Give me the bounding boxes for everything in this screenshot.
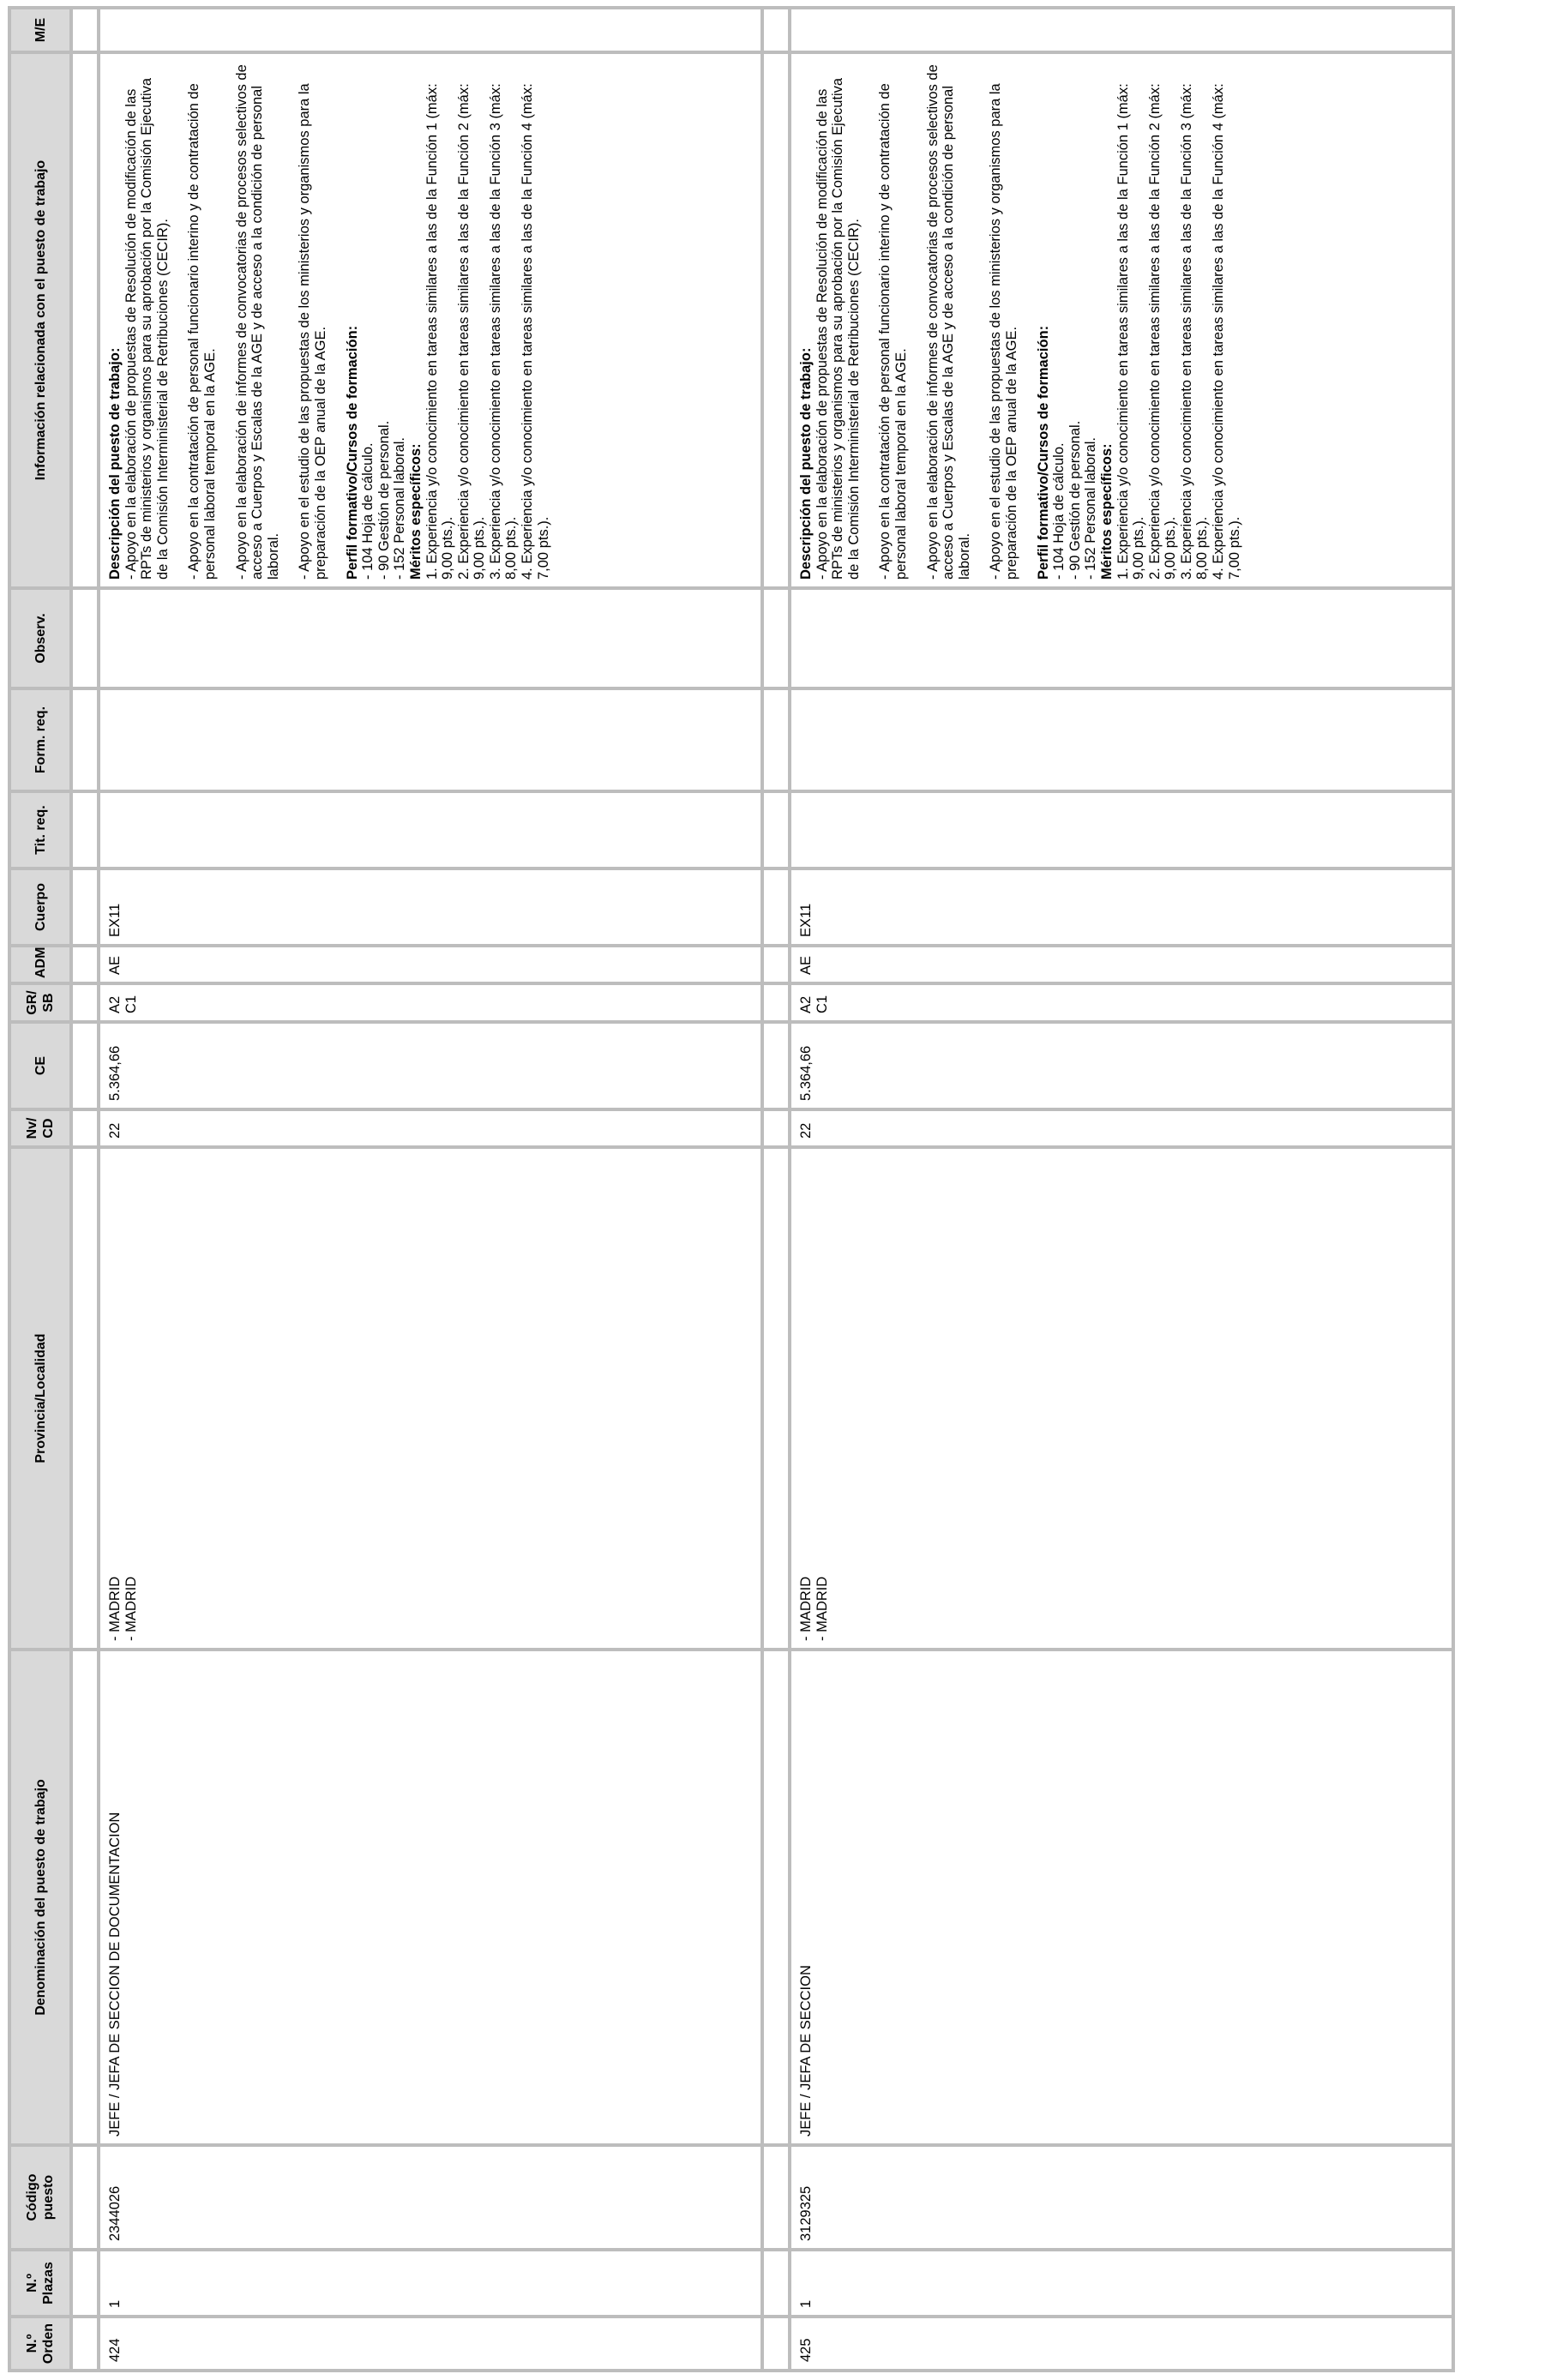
job-positions-table (8, 6, 1455, 2372)
cell-plazas: 1 (790, 2250, 1453, 2317)
cell-adm: AE (790, 946, 1453, 983)
cell-codigo: 2344026 (99, 2145, 762, 2250)
paragraph-gap (281, 59, 297, 580)
header-nivel: Nv/ CD (9, 1109, 71, 1147)
header-observ: Observ. (9, 588, 71, 688)
training-item: - 104 Hoja de cálculo. (1051, 442, 1067, 580)
localidad-line: - MADRID (107, 1576, 123, 1641)
grupo-line: C1 (814, 995, 830, 1013)
cell-grsb (790, 983, 1453, 1022)
header-tit: Tit. req. (9, 791, 71, 868)
header-denominacion: Denominación del puesto de trabajo (9, 1650, 71, 2145)
merits-heading: Méritos específicos: (407, 443, 424, 580)
spacer-codigo (71, 2145, 99, 2250)
spacer-plazas (71, 2250, 99, 2317)
description-item: - Apoyo en la elaboración de informes de convocatorias de procesos selectivos de acceso a Cuerpos y Escalas de la AGE y de acceso a la condición de personal laboral. (924, 64, 972, 580)
spacer-adm (762, 946, 790, 983)
spacer-provincia (71, 1147, 99, 1650)
spacer-denominacion (762, 1650, 790, 2145)
training-item: - 104 Hoja de cálculo. (360, 442, 376, 580)
description-heading: Descripción del puesto de trabajo: (107, 347, 123, 580)
merits-heading: Méritos específicos: (1098, 443, 1115, 580)
cell-cuerpo: EX11 (790, 868, 1453, 946)
spacer-me (71, 8, 99, 52)
cell-nivel: 22 (99, 1109, 762, 1147)
spacer-denominacion (71, 1650, 99, 2145)
table-spacer-row (71, 8, 99, 2371)
description-item: - Apoyo en la elaboración de propuestas de Resolución de modificación de las RPTs de ministerios y organismos para su aprobación por la Comisión Ejecutiva de la Comisión Interministerial de Retribuciones (CECIR). (123, 77, 171, 580)
merit-item: 4. Experiencia y/o conocimiento en tareas similares a las de la Función 4 (máx: 7,00 pts.). (520, 83, 551, 580)
cell-orden: 424 (99, 2317, 762, 2371)
cell-info (790, 52, 1453, 588)
localidad-line: - MADRID (814, 1576, 830, 1641)
training-heading: Perfil formativo/Cursos de formación: (1035, 325, 1051, 580)
cell-denominacion: JEFE / JEFA DE SECCION DE DOCUMENTACION (99, 1650, 762, 2145)
spacer-adm (71, 946, 99, 983)
cell-observ (790, 588, 1453, 688)
table-header-row (9, 8, 71, 2371)
cell-orden: 425 (790, 2317, 1453, 2371)
cell-nivel: 22 (790, 1109, 1453, 1147)
spacer-cuerpo (71, 868, 99, 946)
cell-ce: 5.364,66 (99, 1022, 762, 1109)
description-item: - Apoyo en la elaboración de propuestas de Resolución de modificación de las RPTs de ministerios y organismos para su aprobación por la Comisión Ejecutiva de la Comisión Interministerial de Retribuciones (CECIR). (814, 77, 862, 580)
grupo-line: A2 (107, 995, 123, 1013)
training-item: - 90 Gestión de personal. (1067, 420, 1083, 580)
cell-tit (99, 791, 762, 868)
spacer-cuerpo (762, 868, 790, 946)
header-provincia: Provincia/Localidad (9, 1147, 71, 1650)
merit-item: 4. Experiencia y/o conocimiento en tareas similares a las de la Función 4 (máx: 7,00 pts.). (1211, 83, 1242, 580)
training-item: - 152 Personal laboral. (1083, 436, 1099, 580)
paragraph-gap (171, 59, 186, 580)
cell-localidad (790, 1147, 1453, 1650)
spacer-ce (762, 1022, 790, 1109)
training-item: - 152 Personal laboral. (392, 436, 408, 580)
description-heading: Descripción del puesto de trabajo: (798, 347, 814, 580)
spacer-observ (762, 588, 790, 688)
cell-form (99, 688, 762, 791)
spacer-codigo (762, 2145, 790, 2250)
spacer-form (762, 688, 790, 791)
spacer-plazas (762, 2250, 790, 2317)
description-item: - Apoyo en la contratación de personal funcionario interino y de contratación de personal laboral temporal en la AGE. (877, 83, 909, 580)
merit-item: 1. Experiencia y/o conocimiento en tareas similares a las de la Función 1 (máx: 9,00 pts.). (1115, 83, 1147, 580)
training-heading: Perfil formativo/Cursos de formación: (344, 325, 360, 580)
merit-item: 3. Experiencia y/o conocimiento en tareas similares a las de la Función 3 (máx: 8,00 pts.). (1178, 83, 1211, 580)
header-cuerpo: Cuerpo (9, 868, 71, 946)
paragraph-gap (219, 59, 234, 580)
header-ce: CE (9, 1022, 71, 1109)
description-item: - Apoyo en el estudio de las propuestas de los ministerios y organismos para la preparación de la OEP anual de la AGE. (297, 83, 328, 580)
cell-denominacion: JEFE / JEFA DE SECCION (790, 1650, 1453, 2145)
spacer-nivel (71, 1109, 99, 1147)
spacer-grsb (71, 983, 99, 1022)
paragraph-gap (862, 59, 877, 580)
cell-observ (99, 588, 762, 688)
table-body (71, 8, 1453, 2371)
header-codigo: Código puesto (9, 2145, 71, 2250)
merit-item: 3. Experiencia y/o conocimiento en tareas similares a las de la Función 3 (máx: 8,00 pts.). (487, 83, 520, 580)
table-row (99, 8, 762, 2371)
description-item: - Apoyo en la contratación de personal funcionario interino y de contratación de personal laboral temporal en la AGE. (186, 83, 218, 580)
cell-cuerpo: EX11 (99, 868, 762, 946)
spacer-nivel (762, 1109, 790, 1147)
cell-ce: 5.364,66 (790, 1022, 1453, 1109)
paragraph-gap (910, 59, 925, 580)
paragraph-gap (329, 59, 345, 580)
header-grsb: GR/ SB (9, 983, 71, 1022)
grupo-line: C1 (123, 995, 139, 1013)
training-item: - 90 Gestión de personal. (376, 420, 392, 580)
cell-tit (790, 791, 1453, 868)
cell-grsb (99, 983, 762, 1022)
spacer-tit (762, 791, 790, 868)
header-me: M/E (9, 8, 71, 52)
header-adm: ADM (9, 946, 71, 983)
merit-item: 2. Experiencia y/o conocimiento en tareas similares a las de la Función 2 (máx: 9,00 pts.). (455, 83, 488, 580)
spacer-orden (71, 2317, 99, 2371)
description-item: - Apoyo en el estudio de las propuestas de los ministerios y organismos para la preparación de la OEP anual de la AGE. (988, 83, 1019, 580)
paragraph-gap (1020, 59, 1036, 580)
spacer-ce (71, 1022, 99, 1109)
spacer-info (762, 52, 790, 588)
paragraph-gap (972, 59, 988, 580)
cell-adm: AE (99, 946, 762, 983)
localidad-line: - MADRID (123, 1576, 139, 1641)
spacer-me (762, 8, 790, 52)
grupo-line: A2 (798, 995, 814, 1013)
spacer-provincia (762, 1147, 790, 1650)
table-row (790, 8, 1453, 2371)
spacer-tit (71, 791, 99, 868)
header-form: Form. req. (9, 688, 71, 791)
cell-form (790, 688, 1453, 791)
table-spacer-row (762, 8, 790, 2371)
description-item: - Apoyo en la elaboración de informes de convocatorias de procesos selectivos de acceso a Cuerpos y Escalas de la AGE y de acceso a la condición de personal laboral. (233, 64, 281, 580)
cell-me (790, 8, 1453, 52)
spacer-info (71, 52, 99, 588)
merit-item: 1. Experiencia y/o conocimiento en tareas similares a las de la Función 1 (máx: 9,00 pts.). (424, 83, 456, 580)
cell-localidad (99, 1147, 762, 1650)
spacer-grsb (762, 983, 790, 1022)
merit-item: 2. Experiencia y/o conocimiento en tareas similares a las de la Función 2 (máx: 9,00 pts.). (1146, 83, 1179, 580)
spacer-form (71, 688, 99, 791)
cell-plazas: 1 (99, 2250, 762, 2317)
header-n-orden: N.º Orden (9, 2317, 71, 2371)
localidad-line: - MADRID (798, 1576, 814, 1641)
spacer-observ (71, 588, 99, 688)
header-n-plazas: N.º Plazas (9, 2250, 71, 2317)
cell-codigo: 3129325 (790, 2145, 1453, 2250)
header-info: Información relacionada con el puesto de trabajo (9, 52, 71, 588)
spacer-orden (762, 2317, 790, 2371)
cell-info (99, 52, 762, 588)
cell-me (99, 8, 762, 52)
